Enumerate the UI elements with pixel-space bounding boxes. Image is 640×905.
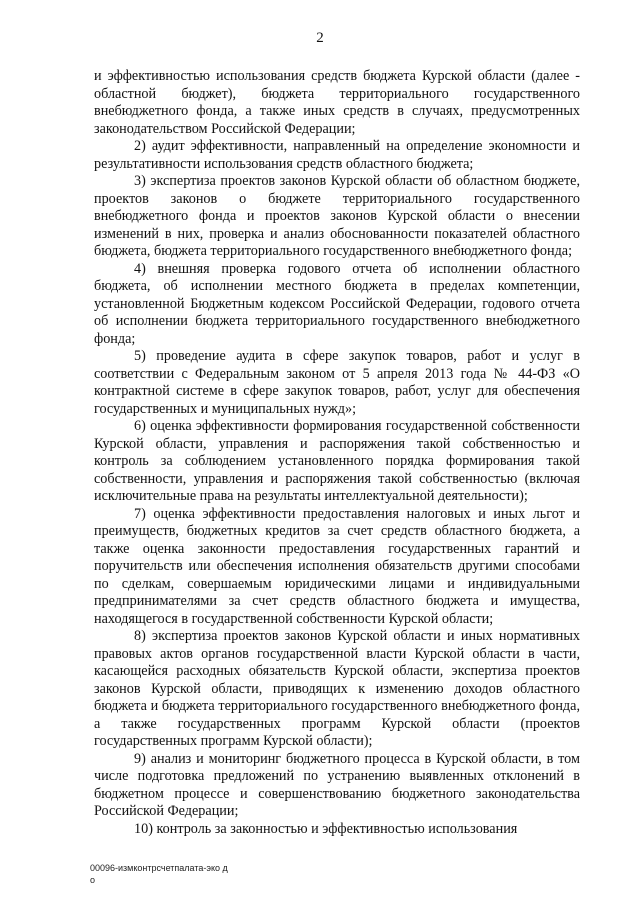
- document-footer-code: 00096-измконтрсчетпалата-эко до: [90, 863, 228, 885]
- paragraph-item-10: 10) контроль за законностью и эффективностью использования: [134, 820, 518, 837]
- paragraph-item-3: 3) экспертиза проектов законов Курской области об областном бюджете, проектов законов о бюджете территориального государственного внебюджетного фонда и проектов законов Курской области о внесении изменений в них, проверка и анализ обоснованности показателей областного бюджета, бюджета территориального государственного внебюджетного фонда;: [94, 173, 580, 259]
- paragraph-item-9: 9) анализ и мониторинг бюджетного процесса в Курской области, в том числе подготовка предложений по устранению выявленных отклонений в бюджетном процессе и совершенствованию бюджетного законодательства Российской Федерации;: [94, 750, 580, 819]
- paragraph-item-2: 2) аудит эффективности, направленный на определение экономности и результативности использования средств областного бюджета;: [94, 138, 580, 172]
- paragraph-continuation: и эффективностью использования средств бюджета Курской области (далее - областной бюджет), бюджета территориального государственного внебюджетного фонда, а также иных средств в случаях, предусмотренных законодательством Российской Федерации;: [94, 68, 580, 137]
- page-number: 2: [316, 30, 324, 46]
- paragraph-item-8: 8) экспертиза проектов законов Курской области и иных нормативных правовых актов органов государственной власти Курской области в части, касающейся расходных обязательств Курской области, экспертиза проектов законов Курской области, приводящих к изменению доходов областного бюджета и бюджета территориального государственного внебюджетного фонда, а также государственных программ Курской области (проектов государственных программ Курской области);: [94, 628, 580, 749]
- paragraph-item-7: 7) оценка эффективности предоставления налоговых и иных льгот и преимуществ, бюджетных кредитов за счет средств областного бюджета, а также оценка законности предоставления государственных гарантий и поручительств или обеспечения исполнения обязательств другими способами по сделкам, совершаемым юридическими лицами и индивидуальными предпринимателями за счет средств областного бюджета и имущества, находящегося в государственной собственности Курской области;: [94, 505, 580, 627]
- paragraph-item-4: 4) внешняя проверка годового отчета об исполнении областного бюджета, об исполнении местного бюджета в пределах компетенции, установленной Бюджетным кодексом Российской Федерации, годового отчета об исполнении бюджета территориального государственного внебюджетного фонда;: [94, 260, 580, 347]
- paragraph-item-6: 6) оценка эффективности формирования государственной собственности Курской области, управления и распоряжения такой собственностью и контроль за соблюдением установленного порядка формирования такой собственности, управления и распоряжения такой собственностью (включая исключительные права на результаты интеллектуальной деятельности);: [94, 418, 580, 504]
- document-body: [94, 68, 580, 838]
- paragraph-item-5: 5) проведение аудита в сфере закупок товаров, работ и услуг в соответствии с Федеральным законом от 5 апреля 2013 года № 44-ФЗ «О контрактной системе в сфере закупок товаров, работ, услуг для обеспечения государственных и муниципальных нужд»;: [94, 348, 580, 417]
